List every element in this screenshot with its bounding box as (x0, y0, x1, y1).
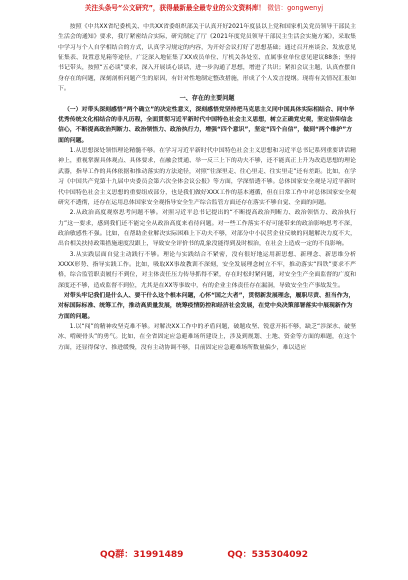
bottom-contact (0, 545, 408, 565)
sub-heading: （一）对带头深刻感悟“两个确立”的决定性意义，深刻感悟党坚持把马克思主义同中国具体实际相结合、同中华优秀传统文化相结合的非凡历程，全面贯彻习近平新时代中国特色社会主义思想，树立正确党史观，坚定信仰信念信心，不断提高政治判断力、政治领悟力、政治执行力，增强“四个意识”，坚定“四个自信”，做到“两个维护”方面的问题。 (58, 106, 355, 144)
qq-number: QQ：535304092 (227, 550, 309, 560)
sub-heading: 对带头牢记我们是什么人、要干什么这个根本问题，心怀“国之大者”，贯彻新发展理念，履职尽责、担当作为，对标国际标准、统筹工作，推动高质量发展，统筹疫情防控和经济社会发展，在党中央决策部署落实中展现新作为方面的问题。 (58, 292, 355, 320)
banner-text: 关注头条号“公文研究”，获得最新最全最专业的公文资料库！ (84, 4, 266, 12)
document-body (58, 22, 356, 534)
qq-group: QQ群：31991489 (99, 550, 184, 560)
section-heading: 一、存在的主要问题 (179, 95, 235, 103)
top-banner (0, 0, 408, 16)
body-paragraph: 1.以“闯”的精神攻坚克难不够。对解决XX工作中的矛盾问题，破题攻坚、锐意开拓不够，缺乏“涉深水、破坚冰、啃硬骨头”的勇气。比如，在全省固定应急避难场所建设上，涉及到规划、土地、资金等方面的难题，在这个方面，还显得保守、推进缓慢，没有主动协调不够，目前固定应急避难场所数量偏少，难以适应 (58, 323, 356, 351)
body-paragraph: 1.从思想深处领悟理论精髓不够。在学习习近平新时代中国特色社会主义思想和习近平总书记系列重要讲话精神上，重视掌握具体观点、具体要求，在融会贯通、举一反三上下的功夫不够，还不能真正上升为改造思想的理论武器，指导工作的具体依据和推动落实的方法途径，对照“往深里走、往心里走、往实里走”还有差距。比如，在学习《中国共产党第十九届中央委员会第六次全体会议公报》等方面，学深悟透不够。总体国家安全观是习近平新时代中国特色社会主义思想的重要组成部分，也是我们做好XXX工作的基本遵循，但在日常工作中对总体国家安全观研究不透彻，还存在运用总体国家安全观指导安全生产综合监管方面还存在落实不够自觉、全面的问题。 (58, 148, 356, 206)
banner-wechat: 微信：gongwenyj (267, 4, 324, 12)
body-paragraph: 2.从政治高度观察思考问题不够。对照习近平总书记提出的“不断提高政治判断力、政治领悟力、政治执行力”这一要求，感到我们还不能完全从政治高度来看待问题。对一些工作落实不好可能带来的政治影响思考不深，政治敏感性不强。比如，在帮助企业解决实际困难上下功夫不够，对部分中小民营企业反映的问题解决力度不大，出台相关扶持政策措施速度没跟上，导致安全评价书的乱象没能得到及时根治，在社会上造成一定的不良影响。 (58, 210, 356, 248)
body-paragraph: 3.从实践层面自觉主动践行不够。理论与实践结合不紧密，没有很好地运用新思想、新理念、新思维分析XXXX形势、指导实践工作。比如，吸取XX事故教训不深刻，安全发展理念树立不牢，推动落实“四铁”要求不严格，综合监管职责履行不到位，对主体责任压力传导抓得不紧，存在时松时紧问题，对安全生产全面监督的广度和深度还不够，造成监督不到位，尤其是在XX等事故中，有的企业主体责任存在漏洞，导致安全生产事故发生。 (58, 251, 356, 289)
body-paragraph: 按照《中共XX省纪委机关、中共XX省委组织部关于认真开好2021年度县以上党和国家机关党员领导干部民主生活会的通知》要求，我厅紧密结合实际，研究制定了厅《2021年度党员领导干部民主生活会实施方案》，采取集中学习与个人自学相结合的方式，认真学习规定的内容，为开好会议打好了思想基础；通过召开座谈会、发放意见征集表、设置意见箱等途径，广泛深入地征集了XX成员单位、厅机关各处室、直属事业单位意见建议88条；坚持书记带头，按照“五必谈”要求，深入开展谈心谈话，进一步沟通了思想，增进了共识；紧扣会议主题，认真查摆自身存在的问题，深刻剖析问题产生的原因，有针对性地制定整改措施，形成了个人发言提纲。现将有关情况汇报如下。 (58, 24, 356, 93)
